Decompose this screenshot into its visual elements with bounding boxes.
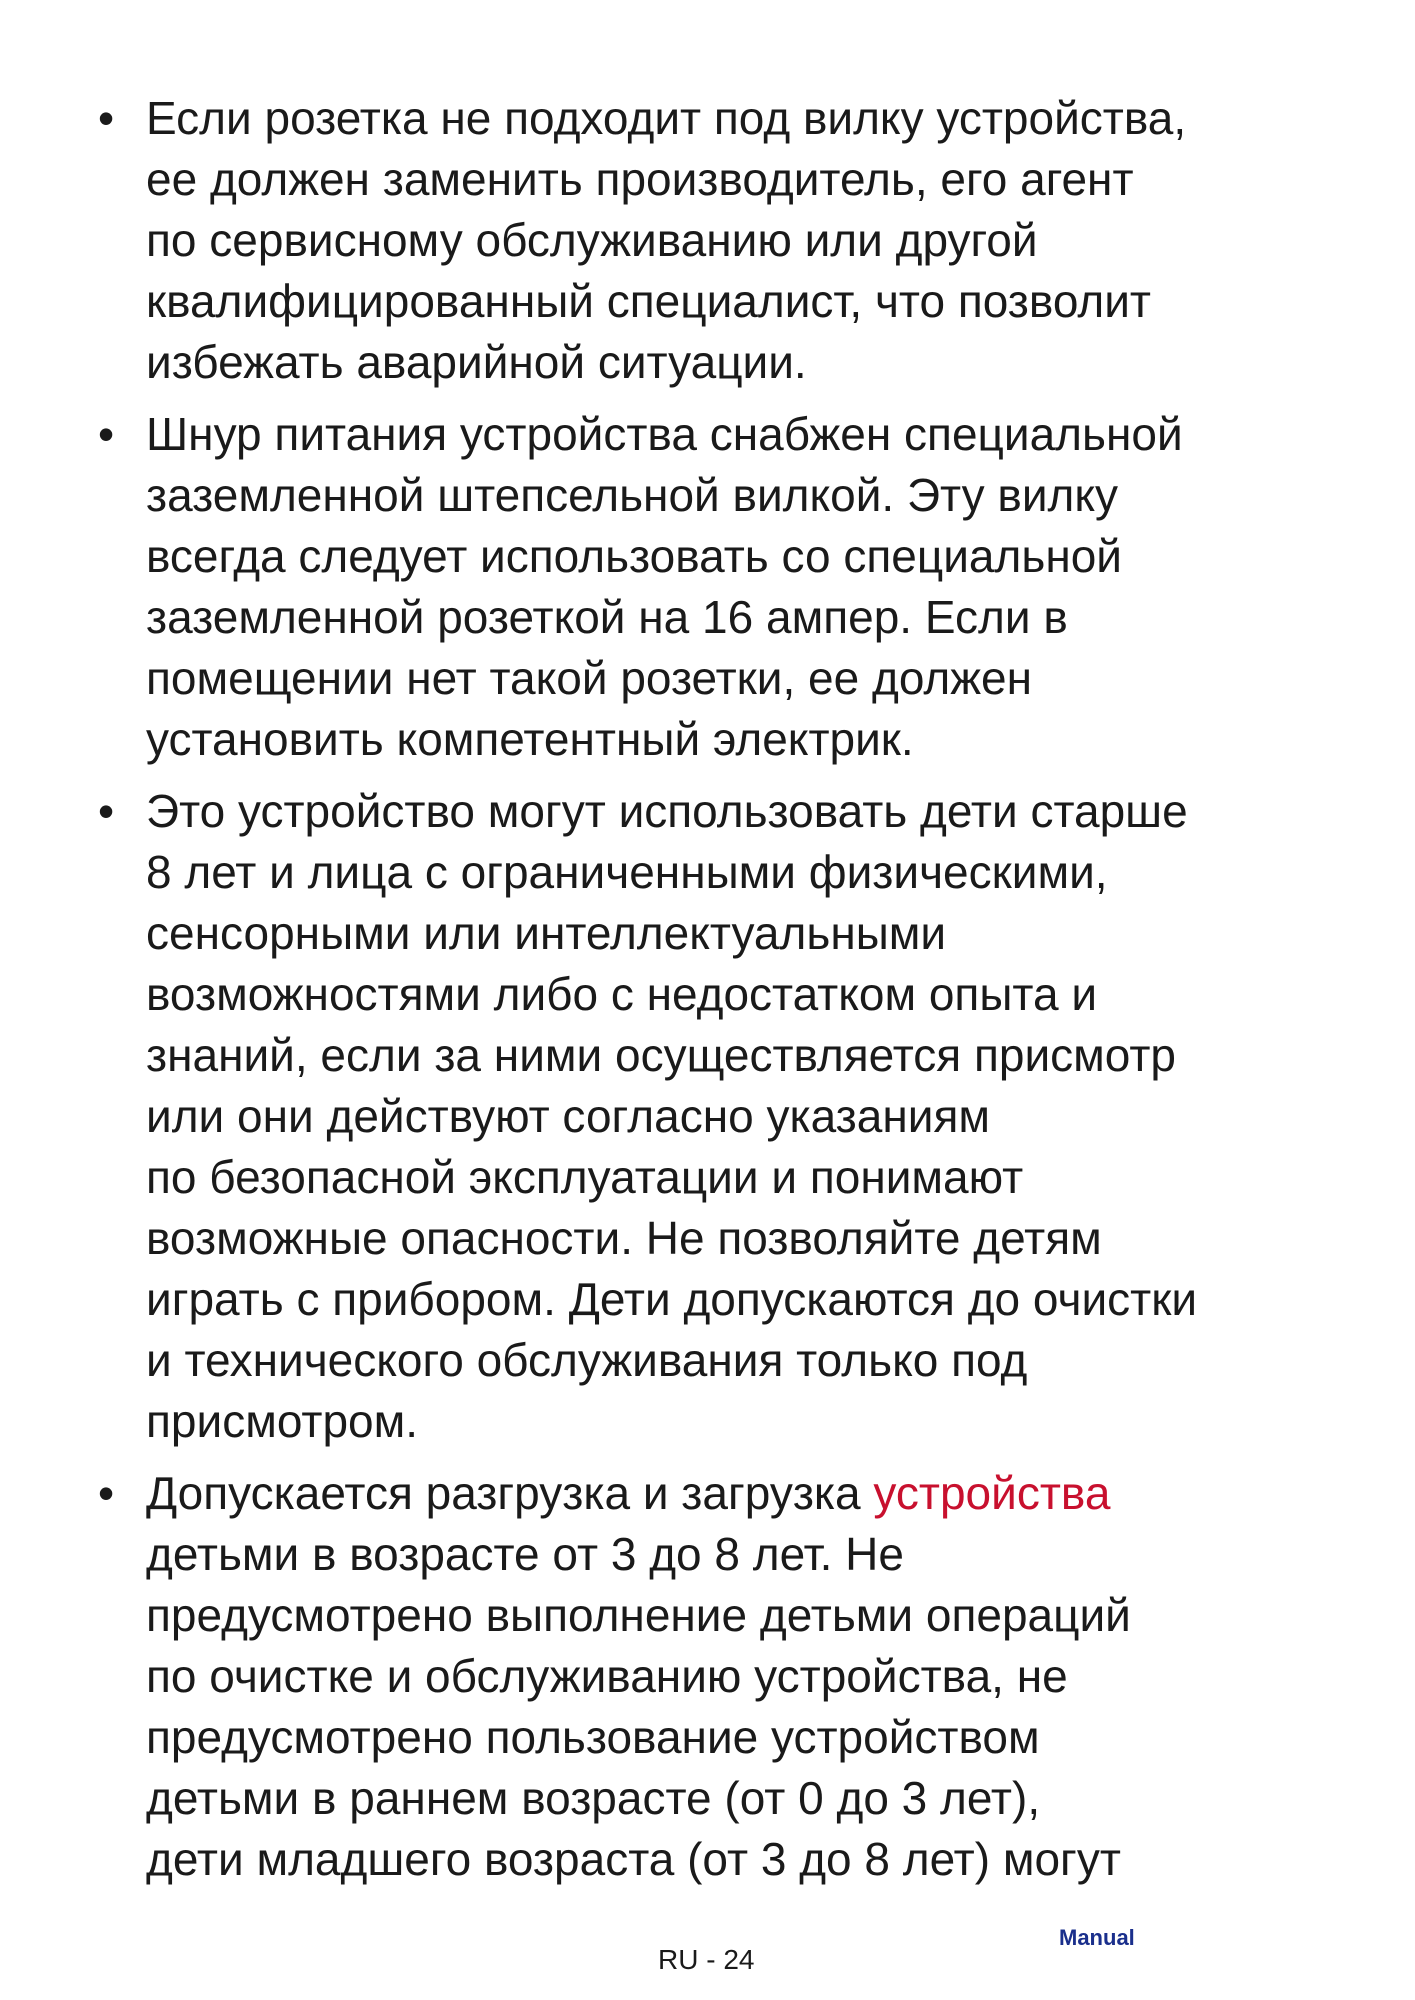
- text-line: детьми в раннем возрасте (от 0 до 3 лет),: [146, 1772, 1041, 1824]
- bullet-item-3: [98, 781, 1338, 1452]
- text-line: возможностями либо с недостатком опыта и: [146, 968, 1098, 1020]
- bullet-item-2: [98, 404, 1338, 770]
- text-line: предусмотрено пользование устройством: [146, 1711, 1040, 1763]
- text-line: установить компетентный электрик.: [146, 713, 914, 765]
- text-line: Если розетка не подходит под вилку устройства,: [146, 92, 1187, 144]
- text-line: помещении нет такой розетки, ее должен: [146, 652, 1033, 704]
- document-body: [98, 88, 1338, 1901]
- bullet-marker: •: [98, 92, 115, 144]
- bullet-item-4: [98, 1463, 1338, 1890]
- bullet-marker: •: [98, 785, 115, 837]
- page-number: RU - 24: [658, 1944, 755, 1975]
- text-line: присмотром.: [146, 1395, 419, 1447]
- text-line: сенсорными или интеллектуальными: [146, 907, 947, 959]
- text-line: играть с прибором. Дети допускаются до очистки: [146, 1273, 1198, 1325]
- text-line: избежать аварийной ситуации.: [146, 336, 807, 388]
- text-line: Шнур питания устройства снабжен специальной: [146, 408, 1183, 460]
- bullet-item-1: [98, 88, 1338, 393]
- bullet-marker: •: [98, 1467, 115, 1519]
- text-line: предусмотрено выполнение детьми операций: [146, 1589, 1131, 1641]
- text-line: квалифицированный специалист, что позволит: [146, 275, 1151, 327]
- text-line: 8 лет и лица с ограниченными физическими,: [146, 846, 1108, 898]
- text-line: возможные опасности. Не позволяйте детям: [146, 1212, 1102, 1264]
- text-line: по безопасной эксплуатации и понимают: [146, 1151, 1024, 1203]
- text-line: дети младшего возраста (от 3 до 8 лет) могут: [146, 1833, 1121, 1885]
- text-line: по очистке и обслуживанию устройства, не: [146, 1650, 1068, 1702]
- text-line: [146, 1463, 1338, 1524]
- text-line: Это устройство могут использовать дети старше: [146, 785, 1188, 837]
- text-line: ее должен заменить производитель, его агент: [146, 153, 1134, 205]
- highlighted-word: устройства: [873, 1467, 1111, 1519]
- text-line: знаний, если за ними осуществляется присмотр: [146, 1029, 1177, 1081]
- bullet-marker: •: [98, 408, 115, 460]
- text-fragment: Допускается разгрузка и загрузка: [146, 1467, 874, 1519]
- text-line: детьми в возрасте от 3 до 8 лет. Не: [146, 1528, 904, 1580]
- text-line: или они действуют согласно указаниям: [146, 1090, 990, 1142]
- text-line: и технического обслуживания только под: [146, 1334, 1028, 1386]
- text-line: всегда следует использовать со специальной: [146, 530, 1122, 582]
- text-line: заземленной розеткой на 16 ампер. Если в: [146, 591, 1068, 643]
- brand-label: Manual: [1059, 1925, 1135, 1950]
- text-line: заземленной штепсельной вилкой. Эту вилку: [146, 469, 1118, 521]
- text-line: по сервисному обслуживанию или другой: [146, 214, 1038, 266]
